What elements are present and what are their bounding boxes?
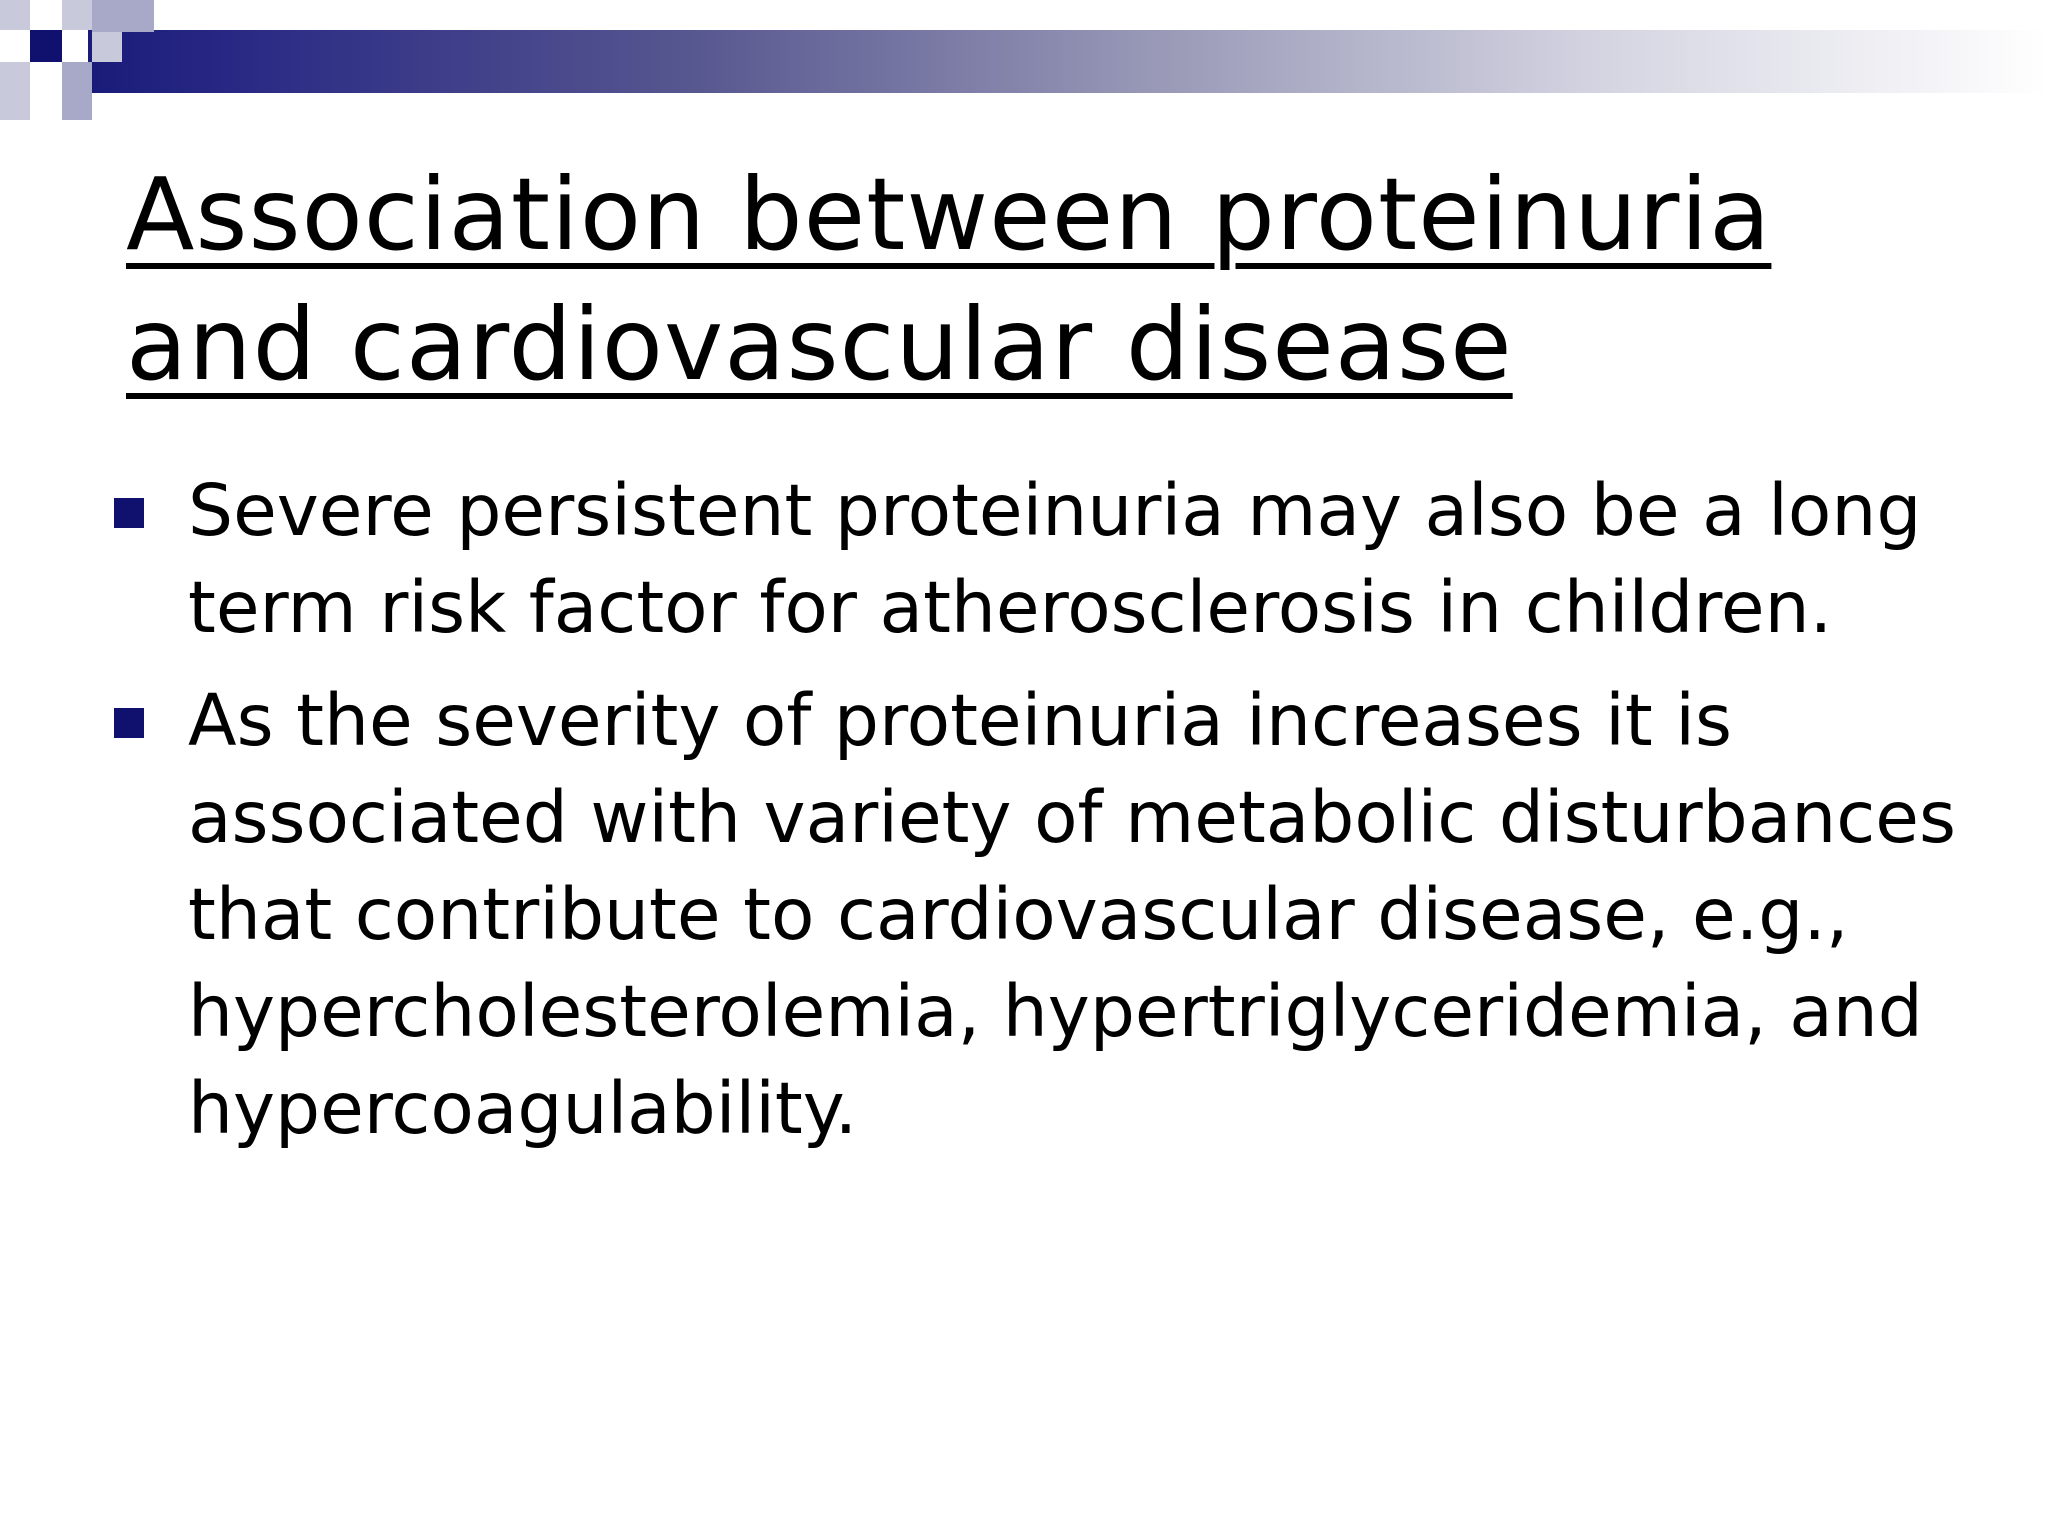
square-bullet-icon [114,708,144,738]
square-bullet-icon [114,498,144,528]
decorative-square [0,0,30,30]
decorative-square [92,32,122,62]
header-gradient-band [88,30,2048,93]
bullet-text: Severe persistent proteinuria may also be a long term risk factor for atherosclerosis in children. [188,469,1922,649]
slide-title: Association between proteinuria and cardiovascular disease [126,156,1772,403]
bullet-list [110,462,1990,1173]
decorative-square [30,30,62,62]
bullet-text: As the severity of proteinuria increases it is associated with variety of metabolic disturbances that contribute to cardiovascular disease, e.g., hypercholesterolemia, hypertriglyceridemia, and hypercoagulability. [188,679,1956,1150]
decorative-square [62,0,92,30]
decorative-square [62,62,92,120]
list-item [110,462,1990,656]
decorative-square [0,62,30,120]
decorative-square [92,0,154,32]
list-item [110,672,1990,1157]
